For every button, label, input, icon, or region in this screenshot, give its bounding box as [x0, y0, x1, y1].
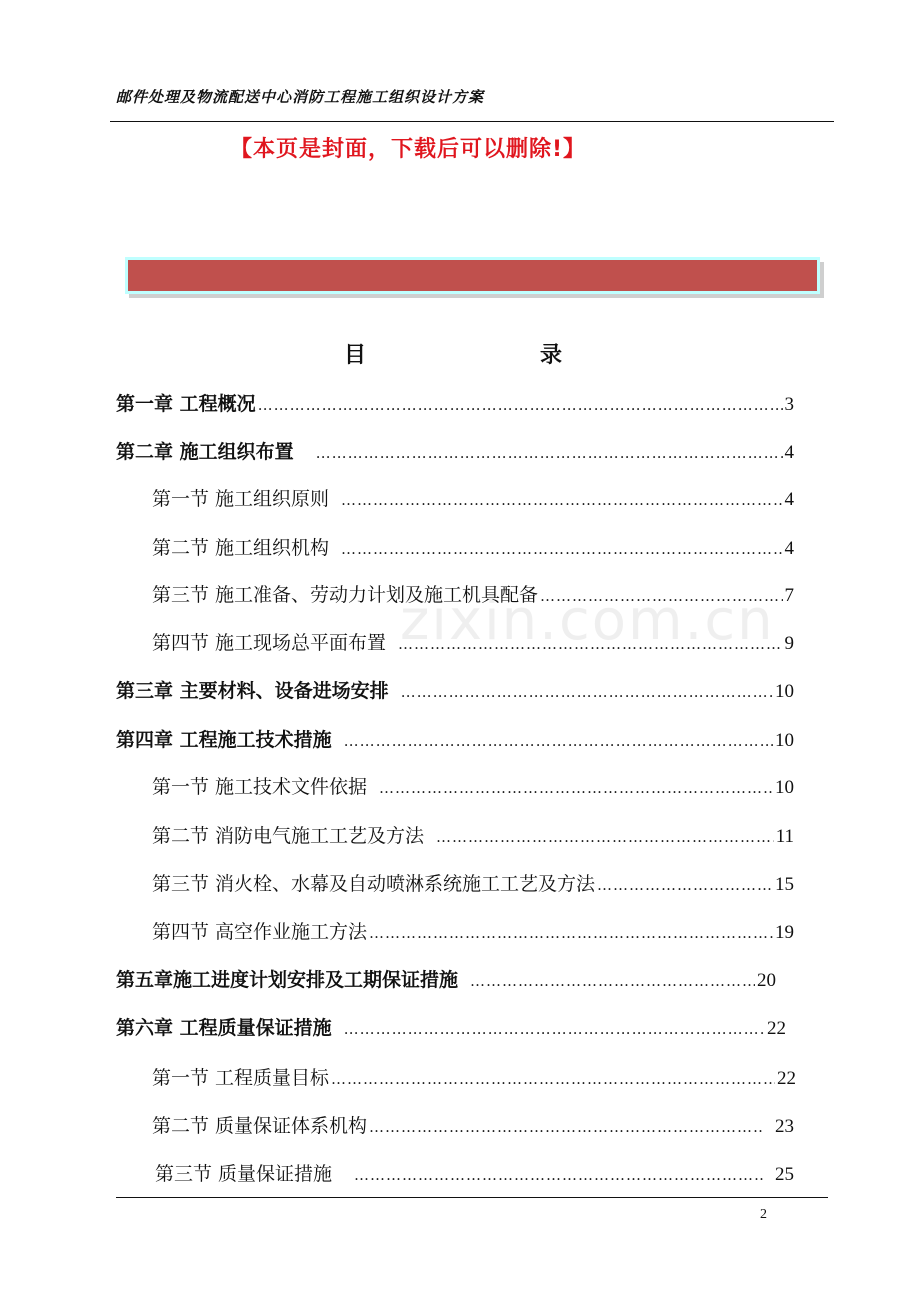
toc-leader-dots — [379, 779, 773, 797]
toc-leader-dots — [316, 444, 783, 462]
toc-row-section-6-3[interactable] — [155, 1159, 794, 1187]
toc-page-number: 23 — [775, 1116, 794, 1137]
toc-page-number: 4 — [784, 489, 794, 510]
toc-leader-dots — [369, 924, 773, 942]
toc-label: 第二节 施工组织机构 — [152, 537, 330, 559]
toc-label: 第四章 工程施工技术措施 — [116, 729, 332, 751]
toc-row-chapter-6[interactable] — [116, 1013, 786, 1041]
toc-row-chapter-4[interactable] — [116, 725, 794, 753]
decorative-banner — [128, 260, 817, 291]
toc-leader-dots — [344, 1020, 765, 1038]
toc-label: 第三节 质量保证措施 — [155, 1163, 333, 1185]
toc-page-number: 9 — [784, 633, 794, 654]
toc-label: 第六章 工程质量保证措施 — [116, 1017, 332, 1039]
toc-leader-dots — [258, 396, 783, 414]
toc-label: 第四节 高空作业施工方法 — [152, 921, 368, 943]
toc-leader-dots — [331, 1070, 775, 1088]
page-number: 2 — [760, 1207, 767, 1222]
toc-title-char-2: 录 — [540, 342, 563, 368]
toc-leader-dots — [540, 587, 782, 605]
toc-page-number: 11 — [775, 826, 794, 847]
toc-title — [0, 338, 920, 370]
toc-row-section-6-1[interactable] — [152, 1063, 796, 1091]
toc-leader-dots — [344, 732, 773, 750]
toc-page-number: 19 — [775, 922, 794, 943]
toc-page-number: 4 — [784, 442, 794, 463]
toc-label: 第一节 施工技术文件依据 — [152, 776, 368, 798]
toc-title-char-1: 目 — [344, 342, 367, 368]
toc-row-section-6-2[interactable] — [152, 1111, 794, 1139]
toc-page-number: 25 — [775, 1164, 794, 1185]
header-rule — [110, 121, 834, 122]
toc-label: 第三节 施工准备、劳动力计划及施工机具配备 — [152, 584, 539, 606]
toc-leader-dots — [436, 828, 774, 846]
toc-label: 第二节 消防电气施工工艺及方法 — [152, 825, 425, 847]
toc-leader-dots — [470, 972, 755, 990]
toc-row-section-2-2[interactable] — [152, 533, 794, 561]
toc-leader-dots — [597, 876, 773, 894]
toc-label: 第五章施工进度计划安排及工期保证措施 — [116, 969, 459, 991]
document-header-title: 邮件处理及物流配送中心消防工程施工组织设计方案 — [116, 88, 485, 106]
toc-page-number: 22 — [767, 1018, 786, 1039]
toc-row-section-2-3[interactable] — [152, 580, 794, 608]
footer-rule — [116, 1197, 828, 1198]
toc-page-number: 20 — [757, 970, 776, 991]
toc-label: 第一节 施工组织原则 — [152, 488, 330, 510]
toc-label: 第四节 施工现场总平面布置 — [152, 632, 387, 654]
toc-label: 第一节 工程质量目标 — [152, 1067, 330, 1089]
toc-page-number: 7 — [784, 585, 794, 606]
toc-page-number: 10 — [775, 730, 794, 751]
toc-page-number: 15 — [775, 874, 794, 895]
toc-label: 第二章 施工组织布置 — [116, 441, 294, 463]
toc-leader-dots — [369, 1118, 763, 1136]
toc-page-number: 10 — [775, 681, 794, 702]
toc-row-chapter-3[interactable] — [116, 676, 794, 704]
toc-label: 第一章 工程概况 — [116, 393, 256, 415]
toc-leader-dots — [398, 635, 782, 653]
cover-notice: 【本页是封面，下载后可以删除!】 — [230, 137, 587, 162]
toc-row-section-4-1[interactable] — [152, 772, 794, 800]
toc-page-number: 3 — [784, 394, 794, 415]
toc-row-section-4-3[interactable] — [152, 869, 794, 897]
toc-leader-dots — [401, 683, 773, 701]
toc-page-number: 4 — [784, 538, 794, 559]
toc-leader-dots — [341, 540, 782, 558]
toc-row-chapter-5[interactable] — [116, 965, 776, 993]
toc-row-section-2-1[interactable] — [152, 484, 794, 512]
toc-leader-dots — [354, 1166, 763, 1184]
toc-row-chapter-2[interactable] — [116, 437, 794, 465]
toc-row-section-4-4[interactable] — [152, 917, 794, 945]
toc-page-number: 10 — [775, 777, 794, 798]
toc-label: 第三章 主要材料、设备进场安排 — [116, 680, 389, 702]
toc-leader-dots — [341, 491, 782, 509]
toc-label: 第二节 质量保证体系机构 — [152, 1115, 368, 1137]
toc-row-chapter-1[interactable] — [116, 389, 794, 417]
watermark: zixin.com.cn — [400, 588, 775, 653]
toc-row-section-2-4[interactable] — [152, 628, 794, 656]
toc-page-number: 22 — [777, 1068, 796, 1089]
toc-row-section-4-2[interactable] — [152, 821, 794, 849]
toc-label: 第三节 消火栓、水幕及自动喷淋系统施工工艺及方法 — [152, 873, 596, 895]
